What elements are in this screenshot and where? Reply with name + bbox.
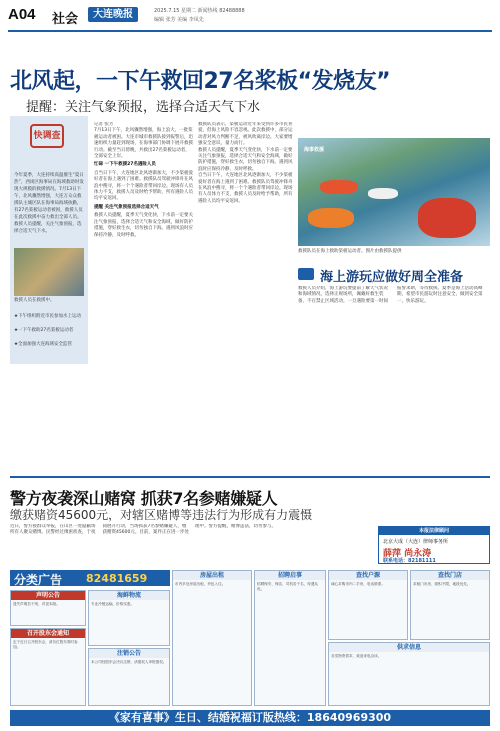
article-text: 救援人员提醒，夏季天气变化快，下水前一定要关注气象预报，选择合适天气和安全海域，做好防护措施，穿好救生衣，切勿独自下海。遇到风浪时应保持冷静，及时呼救。 <box>94 213 193 238</box>
lawyer-phone: 联系电话：82181111 <box>383 558 436 564</box>
article-text: 7月13日下午，北风骤然增强，海上浪大，一批桨板运动者被困。大连市城市救援队接到报警后，迅速组织力量赶到现场，在海事部门协调下展开救援行动。截至当日傍晚，共救出27名桨板运动者，全部安全上岸。 <box>94 128 193 160</box>
ad-cell <box>328 642 490 706</box>
date-line: 2025.7.15 星期二 新闻热线 82488888 <box>154 8 245 14</box>
lawyer-names: 薛萍 尚永涛 <box>383 549 432 559</box>
ad-title: 声明公告 <box>11 591 85 600</box>
footer-banner: 《家有喜事》生日、结婚祝福订版热线：18640969300 <box>10 710 490 726</box>
editor-line: 编辑 张芳 美编 李凤先 <box>154 17 204 23</box>
survey-logo: 快调查 <box>30 124 64 148</box>
sidebar-bullet: ★下午组织附近市民参加水上运动 <box>14 314 82 319</box>
page-header <box>8 4 492 32</box>
photo-tag: 海事救援 <box>304 147 325 153</box>
article-column-2 <box>198 122 294 472</box>
sidebar-body: 今年夏季，大连持续高温催生“夏日热”，西岗区海事局在海域救助时发现大规模的救援情况。7月13日下午，北风骤然增强，大连万众众救援队主城区队在海事局海域执勤，有27名桨板运动者被困，救援人员在此次救援中奋力救出全部人员。救援人员提醒，关注气象预报，选择合适天气下水。 <box>14 173 84 234</box>
article-subheading: 提醒 关注气象预报选择合适天气 <box>94 204 159 210</box>
ad-title: 召开股东会通知 <box>11 629 85 638</box>
lead-subhead: 提醒：关注气象预报，选择合适天气下水 <box>26 100 261 115</box>
rescue-photo <box>298 138 490 246</box>
ad-cell <box>328 570 408 640</box>
ad-text: 各类物资供求，欢迎来电洽谈。 <box>331 654 382 658</box>
second-body: 近日，警方接群众举报，在山区一处隐蔽场所有人聚众赌博。民警经过缜密侦查，于夜间展开行动，当场抓获7名参赌嫌疑人，缴获赌资45600元。目前，案件正在进一步处理中。警方提醒，赌博违法，切勿参与。 <box>10 524 276 536</box>
ad-text: 市内多处房屋出租，拎包入住。 <box>175 582 226 586</box>
sidebar-bullet: ★全面加强大连海域安全监管 <box>14 342 73 347</box>
ad-title: 招聘启事 <box>255 571 325 580</box>
ad-cell <box>172 570 252 706</box>
ad-text: 求租门市房，面积不限，地段优先。 <box>413 582 471 586</box>
ad-text: 专业冷链运输，价格实惠。 <box>91 602 135 606</box>
classified-title: 分类广告 <box>14 573 63 587</box>
quick-survey-sidebar <box>10 116 88 364</box>
article-byline: 记者 张芳 <box>94 122 114 127</box>
second-headline: 警方夜袭深山赌窝 抓获7名参赌嫌疑人 <box>10 489 278 508</box>
article-text: 自当日下午，大连地区北风逐渐加大，不少桨板爱好者在海上遇到了困难。救援队员驾驶冲锋舟在风浪中搜寻，将一个个遇险者带回岸边。现场有人员体力不支，救援人员及时给予帮助，所有遇险人员均平安返回。 <box>94 170 193 202</box>
sidebar-bullet: ★一下午救助27名桨板运动者 <box>14 328 74 333</box>
ad-cell <box>10 590 86 626</box>
article-column-1 <box>94 122 194 472</box>
ad-text: 定于近日召开股东会，请各位股东准时参加。 <box>13 640 78 649</box>
feature-headline: 海上游玩应做好周全准备 <box>320 270 464 285</box>
classified-phone: 82481659 <box>86 572 148 585</box>
wave-icon <box>298 268 314 280</box>
ad-title: 注销公告 <box>89 649 169 658</box>
article-text: 救援队员表示，桨板运动近年来受到许多市民喜爱，但海上风险不容忽视。此次救援中，部分运动者对风力判断不足，被风吹离岸边。大家要增强安全意识，量力而行。 <box>198 122 293 147</box>
ad-cell <box>88 648 170 706</box>
legal-advisor-header: 本报法律顾问 <box>379 527 489 535</box>
ad-title: 房屋出租 <box>173 571 251 580</box>
ad-cell <box>254 570 326 706</box>
ad-cell <box>10 628 86 706</box>
ad-cell <box>88 590 170 646</box>
article-text: 自当日下午，大连地区北风逐渐加大，不少桨板爱好者在海上遇到了困难。救援队员驾驶冲锋舟在风浪中搜寻，将一个个遇险者带回岸边。现场有人员体力不支，救援人员及时给予帮助，所有遇险人员均平安返回。 <box>198 173 293 204</box>
section-name: 社会 <box>52 11 79 26</box>
sidebar-photo-caption: 救援人员在救援中。 <box>14 298 55 303</box>
ad-title: 海鲜物流 <box>89 591 169 600</box>
rescue-photo-small <box>14 248 84 296</box>
photo-caption: 救援队员在海上救助桨板运动者。图片由救援队提供 <box>298 249 402 254</box>
page-number: A04 <box>8 6 36 23</box>
ad-text: 诚心求购市内二手房，电话联系。 <box>331 582 385 586</box>
ad-title: 供求信息 <box>329 643 489 652</box>
section-divider <box>10 476 490 478</box>
classified-banner <box>10 570 170 586</box>
article-text: 救援人员提醒，夏季天气变化快，下水前一定要关注气象预报，选择合适天气和安全海域，做好防护措施，穿好救生衣，切勿独自下海。遇到风浪时应保持冷静，及时呼救。 <box>198 147 293 172</box>
ad-text: 遗失声明若干则，详见本版。 <box>13 602 60 606</box>
ad-cell <box>410 570 490 640</box>
second-subhead: 缴获赌资45600元，对辖区赌博等违法行为形成有力震慑 <box>10 508 313 522</box>
law-firm-name: 北京大成（大连）律师事务所 <box>383 539 449 545</box>
feature-body: 救援人员介绍，海上游玩要提前了解天气状况和海域情况，选择正规场所，佩戴好救生装备，不在禁止区域活动。一旦遇险要第一时间报警求助，等待救援。夏季是海上活动高峰期，希望市民游玩时注意安全，做到安全第一、快乐游玩。 <box>298 286 483 304</box>
ad-title: 查找门店 <box>411 571 489 580</box>
legal-advisor-box <box>378 526 490 564</box>
ad-title: 查找户源 <box>329 571 407 580</box>
article-subheading: 忙碌 一下午救援27名遇险人员 <box>94 162 156 168</box>
newspaper-logo: 大连晚报 <box>88 7 138 22</box>
ad-text: 招聘保安、保洁、司机若干名，待遇从优。 <box>257 582 319 591</box>
ad-text: 本公司经股东会决议注销，请债权人申报债权。 <box>91 660 167 664</box>
lead-headline: 北风起，一下午救回27名桨板“发烧友” <box>10 69 391 94</box>
